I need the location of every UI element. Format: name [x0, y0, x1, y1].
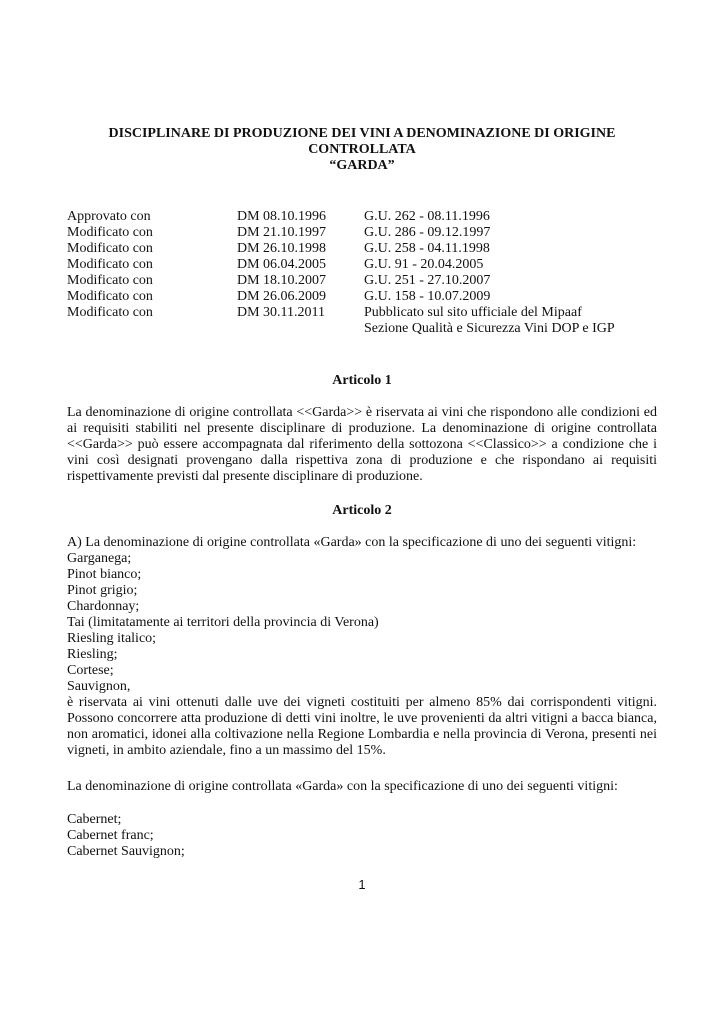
- article-1-text: [67, 405, 657, 485]
- approval-row: [67, 209, 667, 225]
- approval-gu: G.U. 251 - 27.10.2007: [364, 273, 491, 288]
- article-2-intro-2-text: La denominazione di origine controllata «Garda» con la specificazione di uno dei seguenti vitigni:: [67, 779, 618, 794]
- article-2-heading: Articolo 2: [332, 503, 392, 518]
- list-item: Riesling;: [67, 647, 118, 662]
- list-item: Riesling italico;: [67, 631, 157, 646]
- approval-table: [67, 209, 667, 337]
- approval-dm: DM 08.10.1996: [237, 209, 327, 224]
- list-item: Sauvignon,: [67, 679, 131, 694]
- approval-dm: DM 18.10.2007: [237, 273, 327, 288]
- page-number: 1: [358, 877, 366, 892]
- article-2-body-text: è riservata ai vini ottenuti dalle uve dei vigneti costituiti per almeno 85% dai corrispondenti vitigni. Possono concorrere atta produzione di detti vini inoltre, le uve provenienti da altri vitigni a bacca bianca, non aromatici, idonei alla coltivazione nella Regione Lombardia e nella provincia di Verona, presenti nei vigneti, in ambito aziendale, fino a un massimo del 15%.: [67, 695, 657, 758]
- list-item: Pinot grigio;: [67, 583, 138, 598]
- variety-list-2: [67, 812, 657, 860]
- list-item: Cabernet Sauvignon;: [67, 844, 185, 859]
- title-line-2: CONTROLLATA: [308, 142, 416, 157]
- list-item: Tai (limitatamente ai territori della provincia di Verona): [67, 615, 379, 630]
- approval-gu: G.U. 158 - 10.07.2009: [364, 289, 491, 304]
- approval-gu: G.U. 286 - 09.12.1997: [364, 225, 491, 240]
- approval-label: Modificato con: [67, 289, 153, 304]
- approval-row: [67, 257, 667, 273]
- approval-label: Modificato con: [67, 273, 153, 288]
- approval-label: Modificato con: [67, 241, 153, 256]
- approval-row: [67, 241, 667, 257]
- approval-label: Approvato con: [67, 209, 151, 224]
- list-item: Cabernet;: [67, 812, 122, 827]
- article-2-intro-text: A) La denominazione di origine controllata «Garda» con la specificazione di uno dei seguenti vitigni:: [67, 535, 637, 550]
- approval-gu: G.U. 258 - 04.11.1998: [364, 241, 490, 256]
- approval-row: [67, 225, 667, 241]
- approval-gu: Pubblicato sul sito ufficiale del Mipaaf: [364, 305, 582, 320]
- approval-dm: DM 21.10.1997: [237, 225, 327, 240]
- title-line-3: “GARDA”: [329, 158, 395, 173]
- approval-gu: Sezione Qualità e Sicurezza Vini DOP e IGP: [364, 321, 615, 336]
- title-line-1: DISCIPLINARE DI PRODUZIONE DEI VINI A DENOMINAZIONE DI ORIGINE: [108, 126, 616, 141]
- approval-dm: DM 30.11.2011: [237, 305, 326, 320]
- article-1-paragraph: La denominazione di origine controllata <<Garda>> è riservata ai vini che rispondono alle condizioni ed ai requisiti stabiliti nel presente disciplinare di produzione. La denominazione di origine controllata <<Garda>> può essere accompagnata dal riferimento della sottozona <<Classico>> a condizione che i vini così designati provengano dalla rispettiva zona di produzione e che rispondano ai requisiti rispettivamente previsti dal presente disciplinare di produzione.: [67, 405, 657, 484]
- approval-row: [67, 321, 667, 337]
- list-item: Cortese;: [67, 663, 114, 678]
- approval-dm: DM 26.10.1998: [237, 241, 327, 256]
- list-item: Garganega;: [67, 551, 132, 566]
- list-item: Chardonnay;: [67, 599, 140, 614]
- approval-gu: G.U. 262 - 08.11.1996: [364, 209, 490, 224]
- document-title: [60, 126, 664, 174]
- article-2-intro-2: [67, 779, 657, 795]
- approval-row: [67, 289, 667, 305]
- approval-gu: G.U. 91 - 20.04.2005: [364, 257, 484, 272]
- approval-label: Modificato con: [67, 225, 153, 240]
- list-item: Cabernet franc;: [67, 828, 154, 843]
- approval-row: [67, 305, 667, 321]
- approval-label: Modificato con: [67, 257, 153, 272]
- variety-list: [67, 551, 657, 695]
- article-1-heading: Articolo 1: [332, 373, 392, 388]
- approval-row: [67, 273, 667, 289]
- article-2-body: [67, 695, 657, 759]
- list-item: Pinot bianco;: [67, 567, 142, 582]
- approval-dm: DM 06.04.2005: [237, 257, 327, 272]
- article-2-intro: [67, 535, 657, 551]
- approval-label: Modificato con: [67, 305, 153, 320]
- approval-dm: DM 26.06.2009: [237, 289, 327, 304]
